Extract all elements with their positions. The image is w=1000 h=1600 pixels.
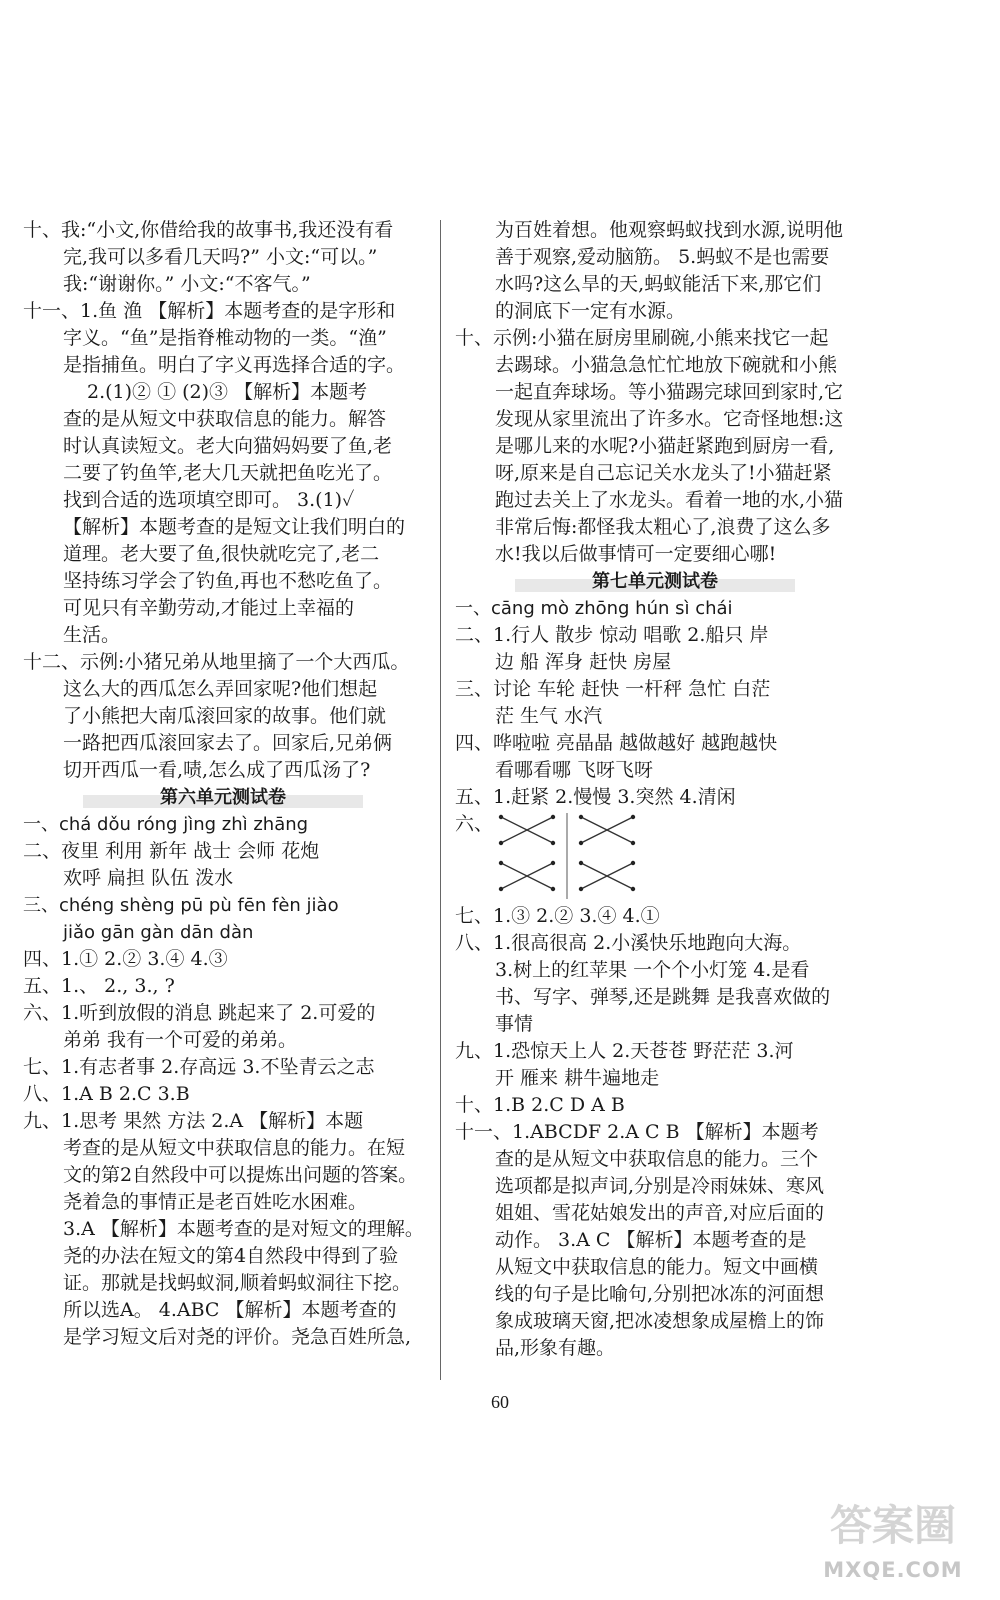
answer-line-continued: 2.(1)② ① (2)③ 【解析】本题考	[87, 381, 368, 403]
answer-line-continued: 边 船 浑身 赶快 房屋	[495, 651, 672, 673]
match-dot	[499, 815, 503, 819]
answer-line-continued: 跑过去关上了水龙头。看着一地的水,小猫	[495, 489, 844, 511]
match-dot	[579, 887, 583, 891]
answer-line-continued: 考查的是从短文中获取信息的能力。在短	[63, 1137, 406, 1159]
answer-line-continued: 找到合适的选项填空即可。 3.(1)✓	[63, 489, 355, 511]
answer-line: 七、1.③ 2.② 3.④ 4.①	[455, 905, 660, 927]
answer-line-continued: 道理。老大要了鱼,很快就吃完了,老二	[63, 543, 380, 565]
answer-line: 九、1.恐惊天上人 2.天苍苍 野茫茫 3.河	[455, 1040, 794, 1062]
answer-line-continued: 查的是从短文中获取信息的能力。解答	[63, 408, 387, 430]
match-dot	[551, 861, 555, 865]
answer-line-continued: 从短文中获取信息的能力。短文中画横	[495, 1256, 819, 1278]
answer-line-continued: 证。那就是找蚂蚁洞,顺着蚂蚁洞往下挖。	[63, 1272, 412, 1294]
answer-line: 十、示例:小猫在厨房里刷碗,小熊来找它一起	[455, 327, 829, 349]
answer-line-continued: 事情	[495, 1013, 534, 1035]
answer-line-continued: 开 雁来 耕牛遍地走	[495, 1067, 660, 1089]
watermark	[808, 1500, 978, 1582]
answer-line-continued: 去踢球。小猫急急忙忙地放下碗就和小熊	[495, 354, 838, 376]
answer-line-continued: 是学习短文后对尧的评价。尧急百姓所急,	[63, 1326, 412, 1348]
answer-line-continued: 生活。	[63, 624, 121, 646]
answer-line-continued: 时认真读短文。老大向猫妈妈要了鱼,老	[63, 435, 393, 457]
answer-line-continued: 动作。 3.A C 【解析】本题考查的是	[495, 1229, 807, 1251]
section-title: 第七单元测试卷	[515, 568, 795, 595]
answer-line-continued: 欢呼 扁担 队伍 泼水	[63, 867, 234, 889]
answer-line-continued: 一起直奔球场。等小猫踢完球回到家时,它	[495, 381, 844, 403]
answer-line: 七、1.有志者事 2.存高远 3.不坠青云之志	[23, 1056, 375, 1078]
answer-line: 一、chá dǒu róng jìng zhì zhāng	[23, 814, 309, 835]
matching-answer	[455, 811, 855, 903]
match-dot	[499, 841, 503, 845]
match-dot	[551, 887, 555, 891]
answer-line-continued: 书、写字、弹琴,还是跳舞 是我喜欢做的	[495, 986, 831, 1008]
answer-line: 八、1.很高很高 2.小溪快乐地跑向大海。	[455, 932, 802, 954]
match-dot	[579, 861, 583, 865]
answer-line-continued: 姐姐、雪花姑娘发出的声音,对应后面的	[495, 1202, 825, 1224]
match-dot	[631, 815, 635, 819]
answer-line-continued: jiǎo gān gàn dān dàn	[63, 922, 254, 943]
answer-line-continued: 可见只有辛勤劳动,才能过上幸福的	[63, 597, 355, 619]
answer-line: 八、1.A B 2.C 3.B	[23, 1083, 190, 1105]
answer-line-continued: 发现从家里流出了许多水。它奇怪地想:这	[495, 408, 844, 430]
answer-line: 十二、示例:小猪兄弟从地里摘了一个大西瓜。	[23, 651, 410, 673]
answer-line: 六、1.听到放假的消息 跳起来了 2.可爱的	[23, 1002, 376, 1024]
answer-line: 四、1.① 2.② 3.④ 4.③	[23, 948, 228, 970]
match-dot	[631, 841, 635, 845]
answer-line-continued: 文的第2自然段中可以提炼出问题的答案。	[63, 1164, 418, 1186]
answer-line-continued: 所以选A。 4.ABC 【解析】本题考查的	[63, 1299, 397, 1321]
answer-line-continued: 坚持练习学会了钓鱼,再也不愁吃鱼了。	[63, 570, 393, 592]
answer-line: 一、cāng mò zhōng hún sì chái	[455, 598, 733, 619]
match-dot	[631, 861, 635, 865]
answer-line-continued: 是哪儿来的水呢?小猫赶紧跑到厨房一看,	[495, 435, 835, 457]
match-dot	[499, 861, 503, 865]
section-title: 第六单元测试卷	[83, 784, 363, 811]
answer-line-continued: 字义。“鱼”是指脊椎动物的一类。“渔”	[63, 327, 387, 349]
answer-line-continued: 这么大的西瓜怎么弄回家呢?他们想起	[63, 678, 378, 700]
answer-line-continued: 象成玻璃天窗,把冰凌想象成屋檐上的饰	[495, 1310, 825, 1332]
column-divider	[440, 220, 441, 1380]
answer-line-continued: 线的句子是比喻句,分别把冰冻的河面想	[495, 1283, 825, 1305]
right-column	[455, 217, 855, 1362]
answer-line-continued: 弟弟 我有一个可爱的弟弟。	[63, 1029, 298, 1051]
answer-line-continued: 3.A 【解析】本题考查的是对短文的理解。	[63, 1218, 424, 1240]
answer-line: 五、1.赶紧 2.慢慢 3.突然 4.清闲	[455, 786, 736, 808]
answer-line-continued: 水吗?这么旱的天,蚂蚁能活下来,那它们	[495, 273, 822, 295]
answer-line: 十一、1.鱼 渔 【解析】本题考查的是字形和	[23, 300, 396, 322]
answer-line: 三、chéng shèng pū pù fēn fèn jiào	[23, 895, 339, 916]
watermark-site: MXQE.COM	[823, 1558, 963, 1582]
answer-line: 五、1.、 2., 3., ?	[23, 975, 175, 997]
match-dot	[499, 887, 503, 891]
answer-line-continued: 3.树上的红苹果 一个个小灯笼 4.是看	[495, 959, 810, 981]
answer-line-continued: 茫 生气 水汽	[495, 705, 603, 727]
answer-line-continued: 的洞底下一定有水源。	[495, 300, 686, 322]
answer-line-continued: 品,形象有趣。	[495, 1337, 616, 1359]
page-number: 60	[491, 1392, 509, 1412]
answer-line-continued: 尧着急的事情正是老百姓吃水困难。	[63, 1191, 368, 1213]
answer-line-continued: 善于观察,爱动脑筋。 5.蚂蚁不是也需要	[495, 246, 830, 268]
watermark-logo: 答案圈	[829, 1501, 956, 1550]
answer-line: 十、1.B 2.C D A B	[455, 1094, 625, 1116]
match-dot	[551, 815, 555, 819]
match-dot	[551, 841, 555, 845]
answer-line: 四、哗啦啦 亮晶晶 越做越好 越跑越快	[455, 732, 778, 754]
answer-line-continued: 了小熊把大南瓜滚回家的故事。他们就	[63, 705, 387, 727]
match-dot	[631, 887, 635, 891]
answer-line-continued: 水!我以后做事情可一定要细心哪!	[495, 543, 777, 565]
answer-line: 十一、1.ABCDF 2.A C B 【解析】本题考	[455, 1121, 819, 1143]
answer-line-continued: 是指捕鱼。明白了字义再选择合适的字。	[63, 354, 406, 376]
answer-line: 二、1.行人 散步 惊动 唱歌 2.船只 岸	[455, 624, 769, 646]
question-number: 六、	[455, 813, 494, 835]
match-dot	[579, 841, 583, 845]
left-column	[23, 217, 423, 1351]
match-dot	[579, 815, 583, 819]
answer-line-continued: 切开西瓜一看,啧,怎么成了西瓜汤了?	[63, 759, 371, 781]
answer-line: 三、讨论 车轮 赶快 一杆秤 急忙 白茫	[455, 678, 771, 700]
answer-line: 十、我:“小文,你借给我的故事书,我还没有看	[23, 219, 394, 241]
answer-line: 九、1.思考 果然 方法 2.A 【解析】本题	[23, 1110, 364, 1132]
answer-line-continued: 看哪看哪 飞呀飞呀	[495, 759, 654, 781]
answer-line: 二、夜里 利用 新年 战士 会师 花炮	[23, 840, 320, 862]
answer-line-continued: 我:“谢谢你。” 小文:“不客气。”	[63, 273, 311, 295]
answer-line-continued: 一路把西瓜滚回家去了。回家后,兄弟俩	[63, 732, 393, 754]
answer-line-continued: 非常后悔:都怪我太粗心了,浪费了这么多	[495, 516, 831, 538]
answer-line-continued: 选项都是拟声词,分别是冷雨妹妹、寒风	[495, 1175, 825, 1197]
answer-line-continued: 查的是从短文中获取信息的能力。三个	[495, 1148, 819, 1170]
answer-line-continued: 完,我可以多看几天吗?” 小文:“可以。”	[63, 246, 378, 268]
answer-line-continued: 为百姓着想。他观察蚂蚁找到水源,说明他	[495, 219, 844, 241]
answer-line-continued: 呀,原来是自己忘记关水龙头了!小猫赶紧	[495, 462, 832, 484]
answer-line-continued: 尧的办法在短文的第4自然段中得到了验	[63, 1245, 399, 1267]
answer-line-continued: 【解析】本题考查的是短文让我们明白的	[63, 516, 406, 538]
answer-line-continued: 二要了钓鱼竿,老大几天就把鱼吃光了。	[63, 462, 393, 484]
matching-diagram	[481, 811, 661, 903]
